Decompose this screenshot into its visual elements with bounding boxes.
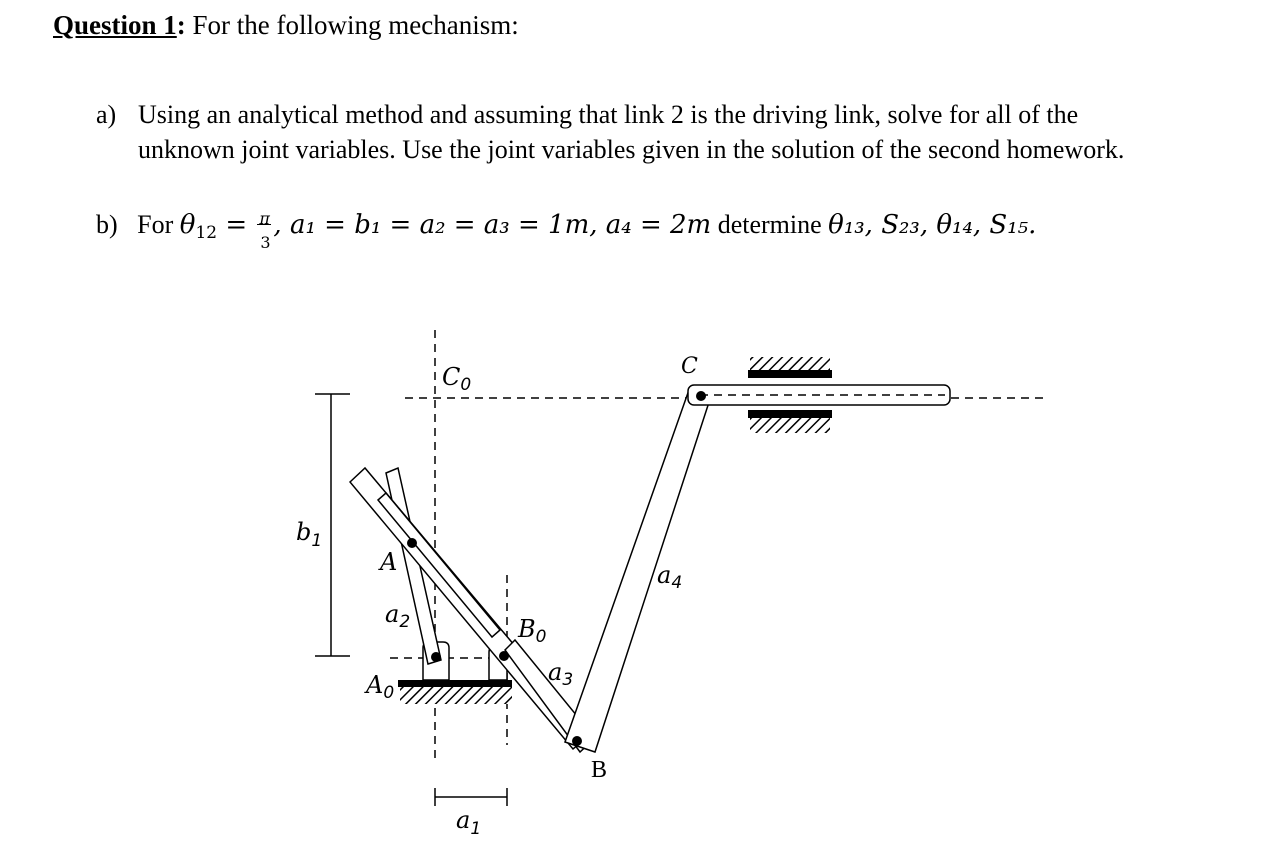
label-b0: $B_0$ bbox=[518, 615, 547, 647]
question-text: For the following mechanism: bbox=[185, 10, 519, 40]
joint-b bbox=[572, 736, 582, 746]
theta12-subscript: 12 bbox=[195, 223, 218, 243]
part-b-label: b) bbox=[96, 210, 118, 239]
b1-dimension bbox=[315, 394, 350, 656]
fraction-denominator: 3 bbox=[260, 233, 271, 252]
label-b: B bbox=[591, 757, 608, 783]
joint-a0 bbox=[431, 652, 441, 662]
label-c0: $C_0$ bbox=[442, 363, 472, 395]
label-b1: $b_1$ bbox=[296, 518, 323, 551]
joint-c bbox=[696, 391, 706, 401]
label-a: A bbox=[380, 548, 398, 576]
label-a4: $a_4$ bbox=[657, 561, 683, 593]
joint-b0 bbox=[499, 651, 509, 661]
part-b-for: For bbox=[137, 210, 174, 239]
slider-c bbox=[688, 385, 950, 405]
question-number: Question 1 bbox=[53, 10, 177, 40]
ground-a0-b0 bbox=[398, 680, 512, 704]
label-a0: $A_0$ bbox=[366, 671, 395, 703]
joint-a bbox=[407, 538, 417, 548]
fraction-numerator: π bbox=[259, 209, 270, 228]
link-a4 bbox=[565, 387, 712, 752]
label-c: C bbox=[681, 354, 698, 379]
part-a-label: a) bbox=[96, 100, 117, 129]
equals-sign: = bbox=[217, 210, 256, 240]
label-a2: $a_2$ bbox=[385, 600, 411, 632]
theta12-symbol: θ bbox=[179, 210, 196, 240]
a1-dimension bbox=[435, 788, 507, 806]
unknown-variables: θ₁₃, S₂₃, θ₁₄, S₁₅. bbox=[828, 210, 1037, 240]
question-colon: : bbox=[176, 10, 186, 40]
determine-text: determine bbox=[711, 210, 829, 239]
part-a-text: Using an analytical method and assuming that link 2 is the driving link, solve for all of the unknown joint variables. Use the joint variables given in the solution of the second homework. bbox=[138, 100, 1125, 164]
given-values: , a₁ = b₁ = a₂ = a₃ = 1m, a₄ = 2m bbox=[273, 210, 712, 240]
label-a3: $a_3$ bbox=[548, 658, 574, 690]
label-a1: $a_1$ bbox=[456, 806, 482, 839]
